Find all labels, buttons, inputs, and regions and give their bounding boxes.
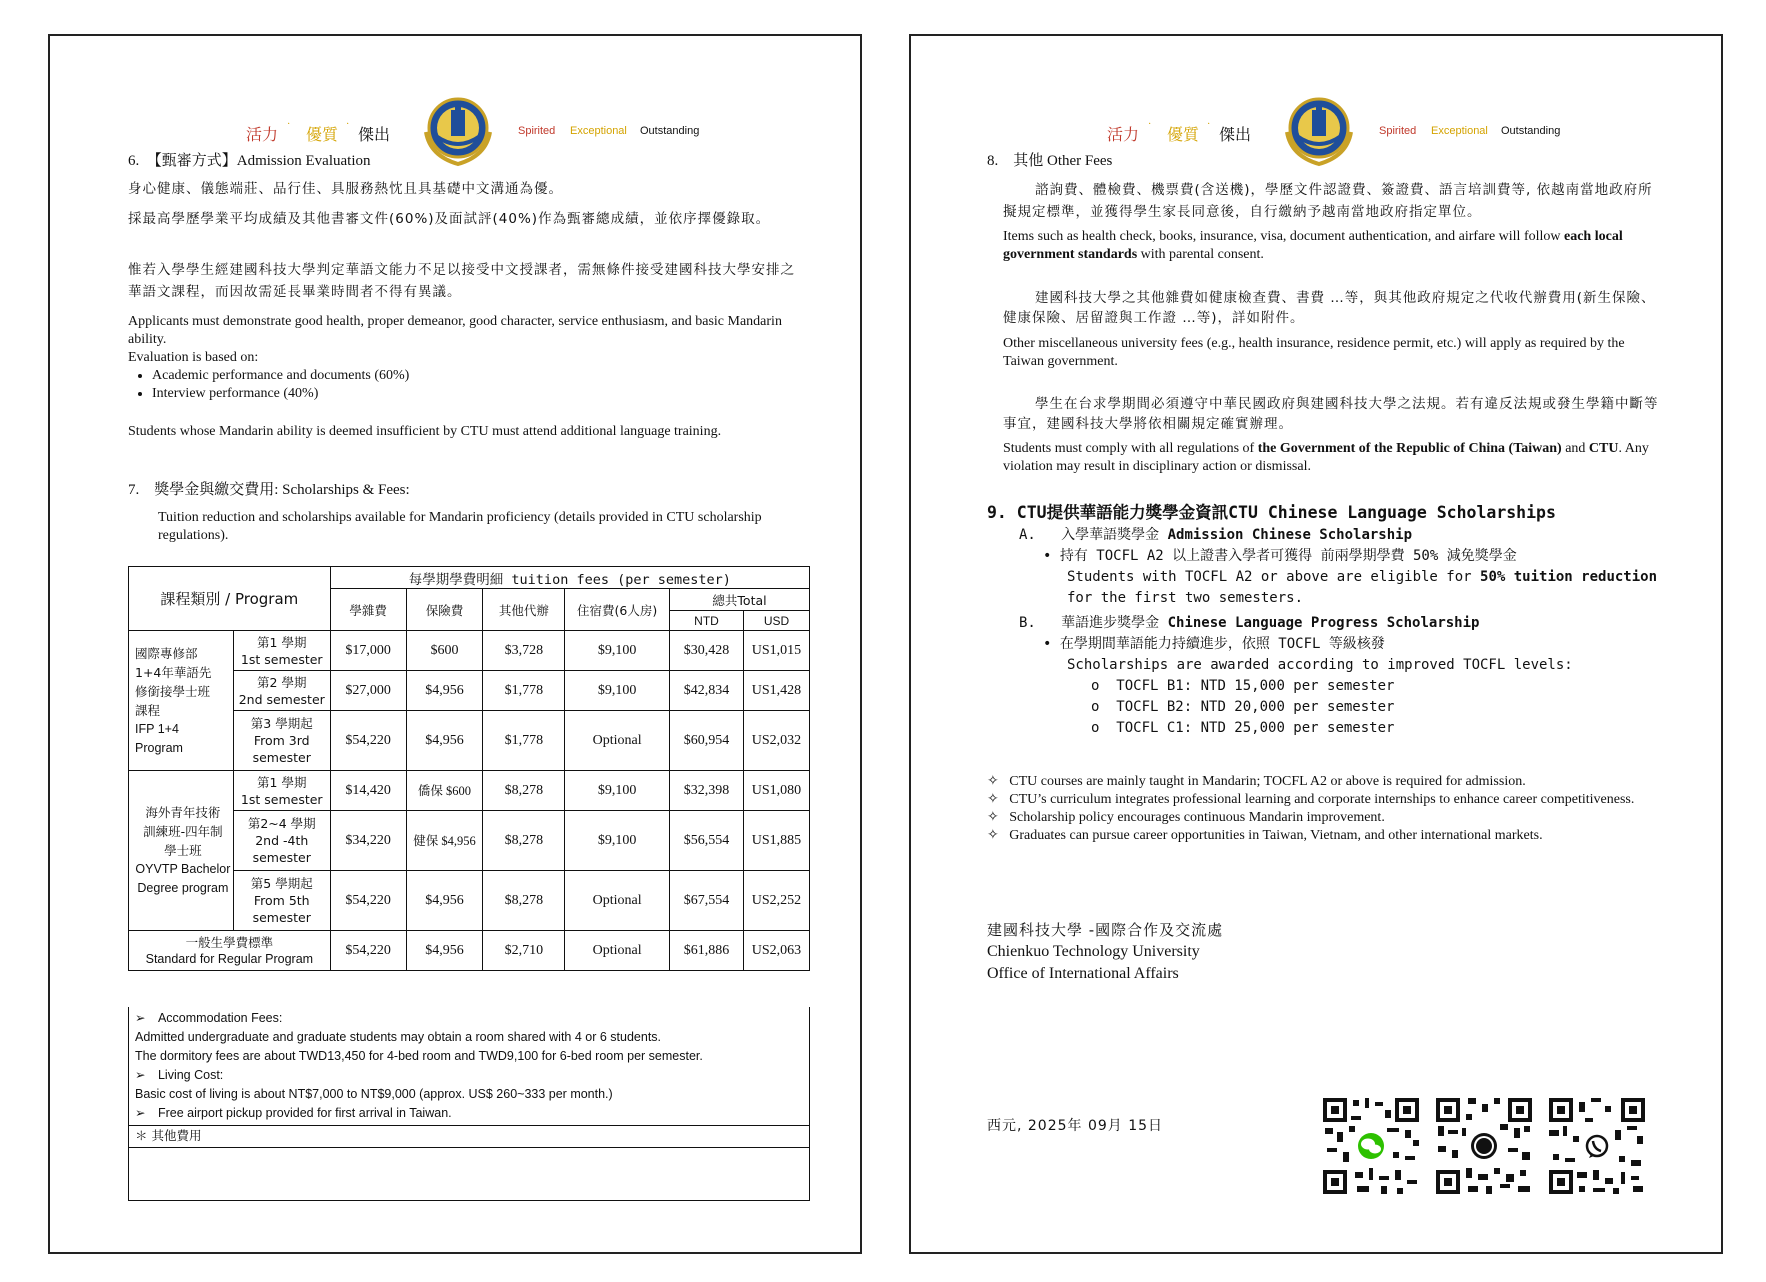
section-8-cn-1: 諮詢費、體檢費、機票費(含送機)，學歷文件認證費、簽證費、語言培訓費等, 依越南當地政府所擬規定標準，並獲得學生家長同意後，自行繳納予越南當地政府指定單位。: [1003, 182, 1653, 220]
date: 西元, 2025年 09月 15日: [987, 1118, 1164, 1134]
list-item: o TOCFL B2: NTD 20,000 per semester: [1091, 699, 1395, 715]
table-row: [129, 631, 810, 671]
list-item: • Academic performance and documents (60%): [152, 367, 788, 385]
motto-outstanding-en: Outstanding: [1501, 125, 1561, 137]
insurance-cell: $4,956: [406, 931, 483, 971]
scholarship-b: B. 華語進步獎學金 Chinese Language Progress Scholarship • 在學期間華語能力持續進步，依照 TOCFL 等級核發 Scholarships are awarded according to improved TOCFL levels: o TOCFL B1: NTD 15,000 per semester o TOCFL B2: NTD 20,000 per semester o TOCFL C1: NTD 25,000 per semester: [1019, 613, 1659, 739]
fees-table: [128, 566, 810, 971]
ntd-cell: $30,428: [670, 631, 744, 671]
dorm-cell: Optional: [565, 871, 670, 931]
accommodation-line-1: Admitted undergraduate and graduate students may obtain a room shared with 4 or 6 students.: [135, 1030, 662, 1044]
signature: 建國科技大學 -國際合作及交流處 Chienkuo Technology University Office of International Affairs: [987, 921, 1224, 982]
program-regular: 一般生學費標準 Standard for Regular Program: [129, 931, 331, 971]
motto-spirited-cn: 活力: [1107, 125, 1140, 144]
section-8-cn-2: 建國科技大學之其他雜費如健康檢查費、書費 …等，與其他政府規定之代收代辦費用(新生保險、健康保險、居留證與工作證 …等)，詳如附件。: [1003, 290, 1656, 326]
ntd-cell: $42,834: [670, 671, 744, 711]
dorm-cell: Optional: [565, 711, 670, 771]
list-item: ✧ CTU courses are mainly taught in Mandarin; TOCFL A2 or above is required for admission.: [987, 774, 1526, 789]
other-cell: $8,278: [483, 871, 565, 931]
motto-spirited-en: Spirited: [518, 125, 556, 137]
section-6-en: [128, 313, 788, 403]
fees-notes: [128, 1007, 810, 1201]
section-8-en-1: Items such as health check, books, insurance, visa, document authentication, and airfare will follow each local government standards with parental consent.: [1003, 229, 1623, 262]
ntd-cell: $61,886: [670, 931, 744, 971]
page-left: [48, 34, 862, 1254]
ntd-cell: $32,398: [670, 771, 744, 811]
semester-cell: 第2~4 學期 2nd -4th semester: [233, 811, 330, 871]
section-7-desc: Tuition reduction and scholarships available for Mandarin proficiency (details provided in CTU scholarship regulations).: [158, 510, 762, 543]
page-header: 活力 · 優質 · 傑出 Spirited Exceptional Outstanding: [50, 62, 860, 152]
insurance-cell: 健保 $4,956: [406, 811, 483, 871]
zalo-qr-icon[interactable]: [1434, 1096, 1534, 1196]
tuition-cell: $54,220: [330, 931, 406, 971]
section-7-title: 7. 獎學金與繳交費用: Scholarships & Fees:: [128, 482, 410, 498]
table-row: [129, 771, 810, 811]
col-total: 總共Total: [670, 589, 810, 611]
motto-exceptional-en: Exceptional: [1431, 125, 1488, 137]
motto-outstanding-en: Outstanding: [640, 125, 700, 137]
table-row: [129, 931, 810, 971]
program-ifp: 國際專修部 1+4年華語先 修銜接學士班 課程 IFP 1+4 Program: [129, 631, 234, 771]
col-ntd: NTD: [670, 611, 744, 631]
whatsapp-qr-icon[interactable]: [1547, 1096, 1647, 1196]
motto-outstanding-cn: 傑出: [358, 125, 391, 144]
ntd-cell: $67,554: [670, 871, 744, 931]
living-title: ➢ Living Cost:: [135, 1068, 224, 1082]
dorm-cell: $9,100: [565, 631, 670, 671]
section-8-en-2: Other miscellaneous university fees (e.g., health insurance, residence permit, etc.) will apply as required by the Taiwan government.: [1003, 336, 1625, 369]
semester-cell: 第2 學期 2nd semester: [233, 671, 330, 711]
list-item: • Interview performance (40%): [152, 385, 788, 403]
pickup-note: ➢ Free airport pickup provided for first arrival in Taiwan.: [135, 1106, 452, 1120]
section-8-en-3: Students must comply with all regulations of the Government of the Republic of China (Taiwan) and CTU. Any violation may result in disciplinary action or dismissal.: [1003, 441, 1649, 474]
section-9-title: 9. CTU提供華語能力獎學金資訊CTU Chinese Language Scholarships: [987, 503, 1556, 522]
other-cell: $8,278: [483, 771, 565, 811]
motto-outstanding-cn: 傑出: [1219, 125, 1252, 144]
semester-cell: 第3 學期起 From 3rd semester: [233, 711, 330, 771]
usd-cell: US1,080: [743, 771, 809, 811]
other-cell: $1,778: [483, 671, 565, 711]
tuition-cell: $27,000: [330, 671, 406, 711]
motto-exceptional-cn: 優質: [306, 125, 339, 144]
col-insurance: 保險費: [406, 589, 483, 631]
list-item: ✧ Scholarship policy encourages continuous Mandarin improvement.: [987, 810, 1385, 825]
page-right: [909, 34, 1723, 1254]
university-logo: [420, 92, 496, 168]
evaluation-list: [128, 367, 788, 403]
usd-cell: US1,885: [743, 811, 809, 871]
insurance-cell: $4,956: [406, 711, 483, 771]
program-oyvtp: 海外青年技術 訓練班-四年制 學士班 OYVTP Bachelor Degree program: [129, 771, 234, 931]
insurance-cell: 僑保 $600: [406, 771, 483, 811]
list-item: o TOCFL C1: NTD 25,000 per semester: [1091, 720, 1395, 736]
key-points: [987, 773, 1667, 845]
section-6-en-1: Applicants must demonstrate good health, proper demeanor, good character, service enthusiasm, and basic Mandarin ability.: [128, 314, 782, 347]
insurance-cell: $4,956: [406, 871, 483, 931]
section-6-cn-3: 惟若入學學生經建國科技大學判定華語文能力不足以接受中文授課者，需無條件接受建國科技大學安排之華語文課程，而因故需延長畢業時間者不得有異議。: [128, 262, 795, 300]
tuition-cell: $54,220: [330, 871, 406, 931]
list-item: o TOCFL B1: NTD 15,000 per semester: [1091, 678, 1395, 694]
other-cell: $8,278: [483, 811, 565, 871]
semester-cell: 第5 學期起 From 5th semester: [233, 871, 330, 931]
page-header: 活力 · 優質 · 傑出 Spirited Exceptional Outstanding: [911, 62, 1721, 152]
other-fees-note: ＊ 其他費用: [129, 1125, 809, 1145]
section-6-en-2: Evaluation is based on:: [128, 350, 259, 365]
usd-cell: US2,063: [743, 931, 809, 971]
section-6-cn-2: 採最高學歷學業平均成績及其他書審文件(60%)及面試評(40%)作為甄審總成績，並依序擇優錄取。: [128, 211, 771, 227]
other-cell: $2,710: [483, 931, 565, 971]
section-8-title: 8. 其他 Other Fees: [987, 153, 1113, 169]
list-item: ✧ CTU’s curriculum integrates professional learning and corporate internships to enhance career competitiveness.: [987, 792, 1635, 807]
usd-cell: US1,428: [743, 671, 809, 711]
living-line-1: Basic cost of living is about NT$7,000 to NT$9,000 (approx. US$ 260~333 per month.): [135, 1087, 613, 1101]
dorm-cell: $9,100: [565, 771, 670, 811]
insurance-cell: $600: [406, 631, 483, 671]
col-dorm: 住宿費(6人房): [565, 589, 670, 631]
section-6-title: 6. 【甄審方式】Admission Evaluation: [128, 153, 371, 169]
dorm-cell: $9,100: [565, 811, 670, 871]
other-cell: $1,778: [483, 711, 565, 771]
tuition-cell: $17,000: [330, 631, 406, 671]
insurance-cell: $4,956: [406, 671, 483, 711]
usd-cell: US2,252: [743, 871, 809, 931]
motto-spirited-en: Spirited: [1379, 125, 1417, 137]
semester-cell: 第1 學期 1st semester: [233, 631, 330, 671]
col-other: 其他代辦: [483, 589, 565, 631]
dorm-cell: Optional: [565, 931, 670, 971]
dorm-cell: $9,100: [565, 671, 670, 711]
wechat-qr-icon[interactable]: [1321, 1096, 1421, 1196]
program-header: 課程類別 / Program: [129, 567, 331, 631]
motto-exceptional-en: Exceptional: [570, 125, 627, 137]
other-cell: $3,728: [483, 631, 565, 671]
motto-spirited-cn: 活力: [246, 125, 279, 144]
accommodation-title: ➢ Accommodation Fees:: [135, 1011, 283, 1025]
usd-cell: US2,032: [743, 711, 809, 771]
section-6-en-3: Students whose Mandarin ability is deemed insufficient by CTU must attend additional language training.: [128, 424, 722, 439]
section-6-cn-1: 身心健康、儀態端莊、品行佳、具服務熱忱且具基礎中文溝通為優。: [128, 181, 563, 197]
col-tuition: 學雜費: [330, 589, 406, 631]
tuition-cell: $54,220: [330, 711, 406, 771]
section-8-cn-3: 學生在台求學期間必須遵守中華民國政府與建國科技大學之法規。若有違反法規或發生學籍中斷等事宜，建國科技大學將依相關規定確實辦理。: [1003, 396, 1659, 432]
ntd-cell: $56,554: [670, 811, 744, 871]
fees-header: 每學期學費明細 tuition fees (per semester): [330, 567, 809, 589]
list-item: ✧ Graduates can pursue career opportunities in Taiwan, Vietnam, and other international markets.: [987, 828, 1543, 843]
tuition-cell: $34,220: [330, 811, 406, 871]
ntd-cell: $60,954: [670, 711, 744, 771]
motto-exceptional-cn: 優質: [1167, 125, 1200, 144]
col-usd: USD: [743, 611, 809, 631]
tuition-cell: $14,420: [330, 771, 406, 811]
scholarship-a: A. 入學華語獎學金 Admission Chinese Scholarship • 持有 TOCFL A2 以上證書入學者可獲得 前兩學期學費 50% 減免獎學金 Students with TOCFL A2 or above are eligible for 50% tuition reduction for the first two semesters.: [1019, 527, 1658, 606]
accommodation-line-2: The dormitory fees are about TWD13,450 for 4-bed room and TWD9,100 for 6-bed room per semester.: [135, 1049, 703, 1063]
usd-cell: US1,015: [743, 631, 809, 671]
university-logo: [1281, 92, 1357, 168]
semester-cell: 第1 學期 1st semester: [233, 771, 330, 811]
